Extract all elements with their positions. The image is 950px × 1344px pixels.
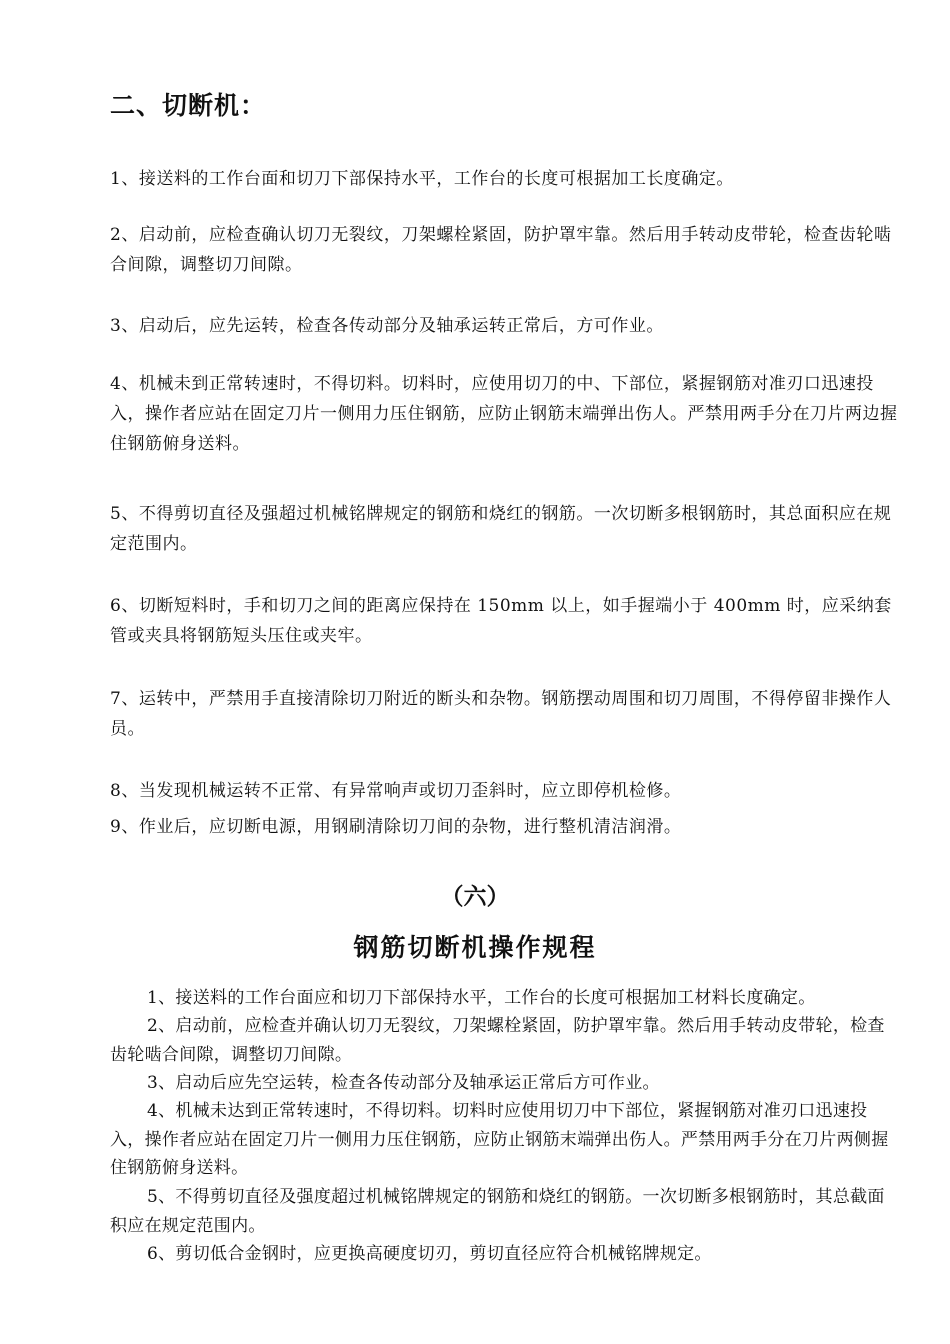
section-item-9: 9、作业后，应切断电源，用钢刷清除切刀间的杂物，进行整机清洁润滑。 [110, 817, 682, 837]
rule-item-3: 3、启动后应先空运转，检查各传动部分及轴承运正常后方可作业。 [147, 1073, 660, 1093]
section-item-2: 2、启动前，应检查确认切刀无裂纹，刀架螺栓紧固，防护罩牢靠。然后用手转动皮带轮，检查齿轮啮合间隙，调整切刀间隙。 [110, 225, 892, 275]
subsection-number: （六） [440, 884, 510, 910]
rule-item-5: 5、不得剪切直径及强度超过机械铭牌规定的钢筋和烧红的钢筋。一次切断多根钢筋时，其总截面积应在规定范围内。 [110, 1187, 885, 1236]
section-item-8: 8、当发现机械运转不正常、有异常响声或切刀歪斜时，应立即停机检修。 [110, 781, 682, 801]
section-heading: 二、切断机： [110, 91, 267, 120]
section-item-1: 1、接送料的工作台面和切刀下部保持水平，工作台的长度可根据加工长度确定。 [110, 169, 734, 189]
section-item-3: 3、启动后，应先运转，检查各传动部分及轴承运转正常后，方可作业。 [110, 316, 664, 336]
subsection-title: 钢筋切断机操作规程 [353, 933, 597, 962]
section-item-6: 6、切断短料时，手和切刀之间的距离应保持在 150mm 以上，如手握端小于 400mm 时，应采纳套管或夹具将钢筋短头压住或夹牢。 [110, 596, 892, 646]
rule-item-4: 4、机械未达到正常转速时，不得切料。切料时应使用切刀中下部位，紧握钢筋对准刃口迅速投入，操作者应站在固定刀片一侧用力压住钢筋，应防止钢筋末端弹出伤人。严禁用两手分在刀片两侧握住钢筋俯身送料。 [110, 1101, 889, 1178]
section-item-5: 5、不得剪切直径及强超过机械铭牌规定的钢筋和烧红的钢筋。一次切断多根钢筋时，其总面积应在规定范围内。 [110, 504, 892, 554]
rule-item-6: 6、剪切低合金钢时，应更换高硬度切刃，剪切直径应符合机械铭牌规定。 [147, 1244, 712, 1264]
section-item-7: 7、运转中，严禁用手直接清除切刀附近的断头和杂物。钢筋摆动周围和切刀周围，不得停留非操作人员。 [110, 689, 892, 739]
section-item-4: 4、机械未到正常转速时，不得切料。切料时，应使用切刀的中、下部位，紧握钢筋对准刃口迅速投入，操作者应站在固定刀片一侧用力压住钢筋，应防止钢筋末端弹出伤人。严禁用两手分在刀片两边握住钢筋俯身送料。 [110, 374, 898, 454]
rule-item-2: 2、启动前，应检查并确认切刀无裂纹，刀架螺栓紧固，防护罩牢靠。然后用手转动皮带轮，检查齿轮啮合间隙，调整切刀间隙。 [110, 1016, 885, 1065]
rule-item-1: 1、接送料的工作台面应和切刀下部保持水平，工作台的长度可根据加工材料长度确定。 [147, 988, 816, 1008]
